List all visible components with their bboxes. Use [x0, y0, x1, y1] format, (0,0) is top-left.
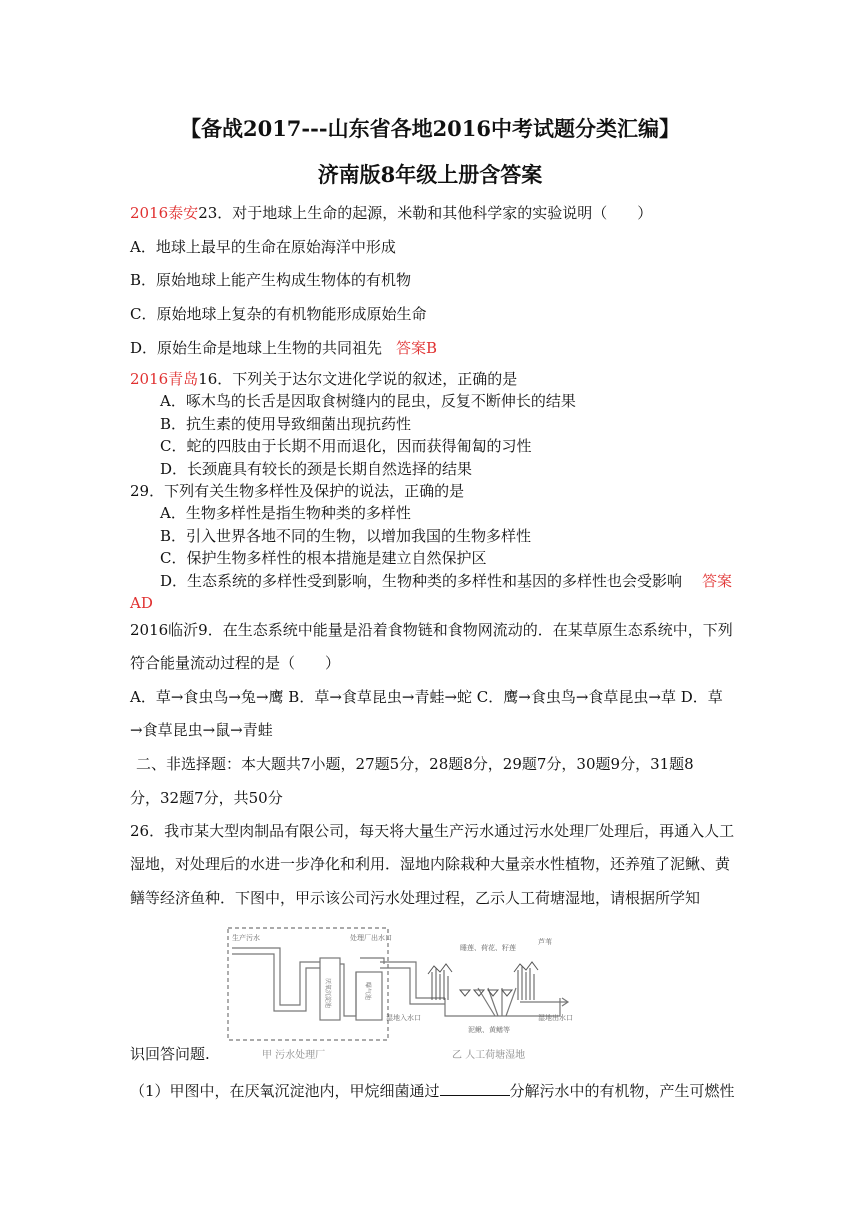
figure-label-reed: 芦苇: [538, 938, 552, 946]
document-title: 【备战2017---山东省各地2016中考试题分类汇编】: [179, 116, 681, 141]
figure-label-tank: 厌氧沉淀池: [324, 978, 331, 1009]
figure-label-plants: 睡莲、荷花、籽莲: [460, 944, 516, 952]
figure-label-wetland-in: 湿地入水口: [386, 1014, 421, 1022]
question-2-option-d: D．长颈鹿具有较长的颈是长期自然选择的结果: [160, 460, 473, 478]
question-1-option-c: C．原始地球上复杂的有机物能形成原始生命: [130, 305, 427, 323]
question-2-source: 2016青岛: [130, 370, 199, 388]
section-2-heading-cont: 分，32题7分，共50分: [130, 789, 283, 807]
question-1-option-a: A．地球上最早的生命在原始海洋中形成: [130, 238, 396, 256]
question-4-options-line-1: A．草→食虫鸟→兔→鹰 B．草→食草昆虫→青蛙→蛇 C．鹰→食虫鸟→食草昆虫→草 D．草: [130, 688, 723, 706]
question-4-options-line-2: →食草昆虫→鼠→青蛙: [130, 721, 273, 739]
figure-label-wetland-out: 湿地出水口: [538, 1014, 573, 1022]
question-5-line-1: 26．我市某大型肉制品有限公司，每天将大量生产污水通过污水处理厂处理后，再通入人工: [130, 822, 735, 840]
figure-label-fish: 泥鳅、黄鳝等: [468, 1026, 510, 1034]
question-1-option-b: B．原始地球上能产生构成生物体的有机物: [130, 271, 412, 289]
figure-label-outlet: 处理厂出水口: [350, 934, 392, 942]
question-1-option-d: D．原始生命是地球上生物的共同祖先 答案B: [130, 339, 438, 357]
question-2-option-c: C．蛇的四肢由于长期不用而退化，因而获得匍匐的习性: [160, 437, 532, 455]
question-3-option-c: C．保护生物多样性的根本措施是建立自然保护区: [160, 549, 487, 567]
section-2-heading: 二、非选择题：本大题共7小题，27题5分，28题8分，29题7分，30题9分，31题8: [136, 755, 694, 773]
question-5-line-3: 鳝等经济鱼种．下图中，甲示该公司污水处理过程，乙示人工荷塘湿地，请根据所学知: [130, 889, 701, 907]
question-1-answer: 答案B: [396, 339, 438, 357]
question-5-line-2: 湿地，对处理后的水进一步净化和利用．湿地内除栽种大量亲水性植物，还养殖了泥鳅、黄: [130, 855, 731, 873]
wastewater-treatment-figure: [220, 920, 580, 1065]
answer-blank: [440, 1081, 510, 1096]
question-5-sub-1: （1）甲图中，在厌氧沉淀池内，甲烷细菌通过 分解污水中的有机物，产生可燃性: [130, 1082, 735, 1100]
question-3-answer-value: AD: [130, 594, 153, 612]
figure-caption-a: 甲 污水处理厂: [262, 1050, 326, 1061]
document-subtitle: 济南版8年级上册含答案: [317, 162, 543, 187]
question-2-option-b: B．抗生素的使用导致细菌出现抗药性: [160, 415, 412, 433]
figure-caption-b: 乙 人工荷塘湿地: [452, 1050, 526, 1061]
question-3-option-b: B．引入世界各地不同的生物，以增加我国的生物多样性: [160, 527, 532, 545]
question-2-stem: 2016青岛16．下列关于达尔文进化学说的叙述，正确的是: [130, 370, 518, 388]
question-1-stem: 2016泰安23．对于地球上生命的起源，米勒和其他科学家的实验说明（ ）: [130, 204, 653, 222]
question-1-source: 2016泰安: [130, 204, 199, 222]
figure-label-inflow: 生产污水: [232, 934, 260, 942]
question-4-line-1: 2016临沂9．在生态系统中能量是沿着食物链和食物网流动的．在某草原生态系统中，下列: [130, 621, 733, 639]
figure-label-aeration: 曝气池: [364, 982, 371, 1001]
question-5-line-4: 识回答问题.: [130, 1045, 210, 1063]
question-3-answer-label: 答案: [702, 572, 733, 590]
question-3-option-d: D．生态系统的多样性受到影响，生物种类的多样性和基因的多样性也会受影响: [160, 572, 683, 590]
question-4-line-2: 符合能量流动过程的是（ ）: [130, 654, 341, 672]
question-3-stem: 29．下列有关生物多样性及保护的说法，正确的是: [130, 482, 465, 500]
question-3-option-a: A．生物多样性是指生物种类的多样性: [160, 504, 411, 522]
question-2-option-a: A．啄木鸟的长舌是因取食树缝内的昆虫，反复不断伸长的结果: [160, 392, 576, 410]
